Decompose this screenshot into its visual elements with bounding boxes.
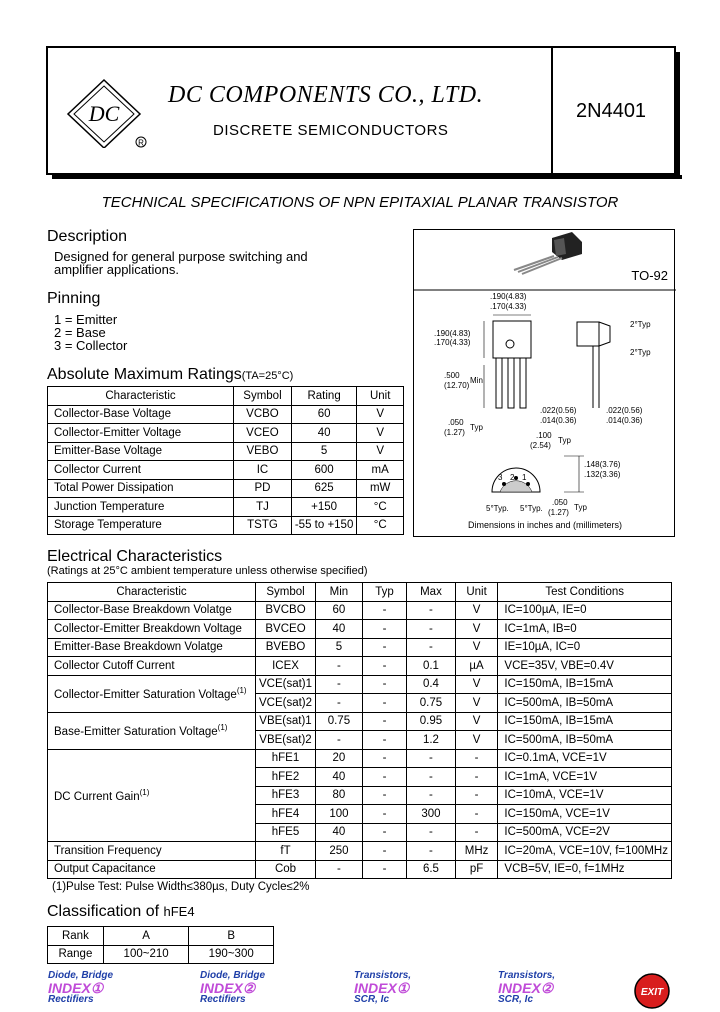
- amr-row: [48, 516, 404, 535]
- company-logo: [66, 78, 162, 148]
- ec-max: 0.1: [407, 657, 455, 676]
- footer-link-top: Transistors,: [498, 970, 556, 981]
- ec-max: -: [407, 823, 455, 842]
- ec-characteristic: [48, 620, 256, 639]
- footer-link-bottom: SCR, Ic: [498, 994, 534, 1005]
- dim-body-d2: .132(3.36): [584, 470, 621, 479]
- ec-header-unit: Unit: [455, 583, 498, 602]
- dim-lead-len-mm: (12.70): [444, 381, 470, 390]
- classification-heading: Classification of: [47, 903, 160, 920]
- ec-unit: -: [455, 823, 498, 842]
- amr-symbol: VEBO: [234, 442, 292, 461]
- ec-min: 5: [316, 638, 363, 657]
- package-name: TO-92: [631, 268, 668, 283]
- ec-sym: BVCBO: [255, 601, 315, 620]
- amr-characteristic: Total Power Dissipation: [48, 479, 234, 498]
- amr-symbol: PD: [234, 479, 292, 498]
- ec-typ: -: [362, 731, 406, 750]
- ec-min: -: [316, 731, 363, 750]
- ec-unit: V: [455, 601, 498, 620]
- dim-top-w2: .170(4.33): [490, 302, 527, 311]
- ec-typ: -: [362, 657, 406, 676]
- ec-min: 60: [316, 601, 363, 620]
- ec-max: -: [407, 842, 455, 861]
- header-box: [46, 46, 676, 175]
- pin-3: 3 = Collector: [54, 338, 128, 353]
- ec-sym: ICEX: [255, 657, 315, 676]
- ec-sym: hFE5: [255, 823, 315, 842]
- dim-angle-1: 2°Typ: [630, 320, 651, 329]
- footer-link-index: INDEX①: [354, 980, 410, 996]
- ec-conditions: IC=500mA, VCE=2V: [498, 823, 672, 842]
- ec-typ: -: [362, 768, 406, 787]
- ec-table: [47, 582, 672, 879]
- ec-max: 1.2: [407, 731, 455, 750]
- ec-characteristic: [48, 601, 256, 620]
- dim-typ-2: Typ: [558, 436, 571, 445]
- amr-rating: 40: [291, 424, 357, 443]
- ec-sym: Cob: [255, 860, 315, 879]
- amr-characteristic: Collector-Emitter Voltage: [48, 424, 234, 443]
- dim-side-w: .022(0.56): [606, 406, 643, 415]
- dim-typ-1: Typ: [470, 423, 483, 432]
- ec-row: [48, 712, 672, 731]
- ec-characteristic: [48, 842, 256, 861]
- page-title: TECHNICAL SPECIFICATIONS OF NPN EPITAXIAL PLANAR TRANSISTOR: [101, 194, 619, 211]
- dim-pitch-100-mm: (2.54): [530, 441, 551, 450]
- company-name: DC COMPONENTS CO., LTD.: [168, 82, 484, 108]
- footer-link-bottom: Rectifiers: [200, 994, 246, 1005]
- footer-link-index: INDEX②: [498, 980, 554, 996]
- amr-condition: (TA=25°C): [241, 370, 294, 382]
- ec-min: 100: [316, 805, 363, 824]
- ec-header-min: Min: [316, 583, 363, 602]
- amr-header-unit: Unit: [357, 387, 404, 406]
- ec-max: -: [407, 638, 455, 657]
- dim-pitch-100: .100: [536, 431, 552, 440]
- ec-conditions: VCE=35V, VBE=0.4V: [498, 657, 672, 676]
- ec-sym: hFE4: [255, 805, 315, 824]
- classification-value: 100~210: [103, 945, 189, 964]
- classification-label: Rank: [48, 927, 104, 946]
- ec-conditions: IC=150mA, VCE=1V: [498, 805, 672, 824]
- ec-characteristic-text: Collector Cutoff Current: [54, 659, 175, 672]
- classification-row: [48, 927, 274, 946]
- footer-link-index: INDEX①: [48, 980, 104, 996]
- dim-typ-3: Typ: [574, 503, 587, 512]
- ec-row: [48, 675, 672, 694]
- ec-characteristic-text: DC Current Gain: [54, 790, 140, 803]
- classification-value: B: [189, 927, 274, 946]
- ec-max: -: [407, 620, 455, 639]
- amr-header-rating: Rating: [291, 387, 357, 406]
- logo-text: DC: [88, 101, 120, 126]
- pin-num-1: 1: [522, 473, 527, 482]
- dim-lead-w: .022(0.56): [540, 406, 577, 415]
- ec-max: -: [407, 768, 455, 787]
- ec-conditions: IC=150mA, IB=15mA: [498, 675, 672, 694]
- ec-characteristic-text: Transition Frequency: [54, 844, 162, 857]
- ec-max: -: [407, 786, 455, 805]
- amr-characteristic: Collector Current: [48, 461, 234, 480]
- ec-max: 0.95: [407, 712, 455, 731]
- ec-row: [48, 638, 672, 657]
- pin-num-3: 3: [498, 473, 503, 482]
- ec-sym: VCE(sat)1: [255, 675, 315, 694]
- amr-symbol: VCEO: [234, 424, 292, 443]
- ec-unit: µA: [455, 657, 498, 676]
- amr-row: [48, 442, 404, 461]
- amr-characteristic: Storage Temperature: [48, 516, 234, 535]
- ec-min: 20: [316, 749, 363, 768]
- ec-header-typ: Typ: [362, 583, 406, 602]
- amr-row: [48, 479, 404, 498]
- ec-min: 80: [316, 786, 363, 805]
- ec-conditions: IC=1mA, IB=0: [498, 620, 672, 639]
- ec-header-max: Max: [407, 583, 455, 602]
- classification-row: [48, 945, 274, 964]
- ec-characteristic-text: Collector-Base Breakdown Volatge: [54, 604, 232, 617]
- ec-header-symbol: Symbol: [255, 583, 315, 602]
- dim-side-h: .190(4.83): [434, 329, 471, 338]
- ec-unit: -: [455, 805, 498, 824]
- amr-row: [48, 461, 404, 480]
- amr-rating: 625: [291, 479, 357, 498]
- amr-table: [47, 386, 404, 535]
- footer-index-link[interactable]: [48, 970, 113, 1006]
- ec-min: 40: [316, 823, 363, 842]
- ec-unit: V: [455, 620, 498, 639]
- ec-min: 40: [316, 768, 363, 787]
- classification-symbol: hFE4: [163, 904, 195, 919]
- ec-max: 0.75: [407, 694, 455, 713]
- ec-conditions: VCB=5V, IE=0, f=1MHz: [498, 860, 672, 879]
- ec-footnote: (1)Pulse Test: Pulse Width≤380µs, Duty Cycle≤2%: [52, 881, 310, 893]
- amr-characteristic: Emitter-Base Voltage: [48, 442, 234, 461]
- ec-conditions: IC=100µA, IE=0: [498, 601, 672, 620]
- footer-link-top: Diode, Bridge: [48, 970, 114, 981]
- footer-link-bottom: SCR, Ic: [354, 994, 390, 1005]
- ec-characteristic: [48, 712, 256, 749]
- amr-unit: mA: [357, 461, 404, 480]
- amr-characteristic: Junction Temperature: [48, 498, 234, 517]
- ec-conditions: IC=500mA, IB=50mA: [498, 731, 672, 750]
- amr-unit: V: [357, 442, 404, 461]
- ec-row: [48, 860, 672, 879]
- ec-typ: -: [362, 842, 406, 861]
- ec-characteristic-text: Base-Emitter Saturation Voltage: [54, 725, 218, 738]
- dim-lead-min: Min: [470, 376, 483, 385]
- footer-link-index: INDEX②: [200, 980, 256, 996]
- ec-min: -: [316, 657, 363, 676]
- dim-lead-w2: .014(0.36): [540, 416, 577, 425]
- ec-characteristic-text: Collector-Emitter Breakdown Voltage: [54, 622, 242, 635]
- ec-min: -: [316, 694, 363, 713]
- footer-link-bottom: Rectifiers: [48, 994, 94, 1005]
- amr-symbol: VCBO: [234, 405, 292, 424]
- amr-heading: Absolute Maximum Ratings: [47, 366, 242, 383]
- ec-typ: -: [362, 786, 406, 805]
- ec-characteristic: [48, 675, 256, 712]
- package-drawing: [413, 229, 675, 537]
- ec-typ: -: [362, 712, 406, 731]
- ec-characteristic-text: Collector-Emitter Saturation Voltage: [54, 688, 237, 701]
- amr-unit: V: [357, 424, 404, 443]
- ec-subheading: (Ratings at 25°C ambient temperature unless otherwise specified): [47, 565, 368, 577]
- pin-2: 2 = Base: [54, 325, 106, 340]
- ec-unit: V: [455, 638, 498, 657]
- ec-conditions: IC=150mA, IB=15mA: [498, 712, 672, 731]
- footer-link-top: Transistors,: [354, 970, 412, 981]
- classification-table: [47, 926, 274, 964]
- ec-typ: -: [362, 805, 406, 824]
- ec-min: 250: [316, 842, 363, 861]
- classification-label: Range: [48, 945, 104, 964]
- ec-sym: hFE2: [255, 768, 315, 787]
- ec-conditions: IC=10mA, VCE=1V: [498, 786, 672, 805]
- ec-sym: hFE3: [255, 786, 315, 805]
- ec-max: 0.4: [407, 675, 455, 694]
- ec-min: 40: [316, 620, 363, 639]
- ec-row: [48, 657, 672, 676]
- dim-pitch-050-mm: (1.27): [444, 428, 465, 437]
- footer-index-link[interactable]: [354, 970, 411, 1006]
- svg-text:R: R: [138, 138, 144, 148]
- amr-unit: °C: [357, 498, 404, 517]
- ec-header-characteristic: Characteristic: [48, 583, 256, 602]
- package-caption: Dimensions in inches and (millimeters): [468, 520, 623, 530]
- ec-characteristic-text: Emitter-Base Breakdown Volatge: [54, 641, 223, 654]
- dim-angle-4: 5°Typ.: [520, 504, 543, 513]
- ec-unit: V: [455, 675, 498, 694]
- amr-rating: +150: [291, 498, 357, 517]
- classification-heading-row: [47, 903, 195, 921]
- ec-row: [48, 601, 672, 620]
- amr-unit: V: [357, 405, 404, 424]
- ec-typ: -: [362, 749, 406, 768]
- pinning-heading: Pinning: [47, 290, 101, 307]
- dim-angle-3: 5°Typ.: [486, 504, 509, 513]
- amr-rating: 5: [291, 442, 357, 461]
- footer-link-top: Diode, Bridge: [200, 970, 266, 981]
- amr-symbol: TJ: [234, 498, 292, 517]
- amr-header-characteristic: Characteristic: [48, 387, 234, 406]
- ec-unit: -: [455, 768, 498, 787]
- pin-num-2: 2: [510, 473, 515, 482]
- ec-unit: V: [455, 712, 498, 731]
- ec-header-conditions: Test Conditions: [498, 583, 672, 602]
- ec-typ: -: [362, 638, 406, 657]
- ec-unit: MHz: [455, 842, 498, 861]
- ec-conditions: IC=500mA, IB=50mA: [498, 694, 672, 713]
- ec-unit: -: [455, 786, 498, 805]
- ec-max: -: [407, 749, 455, 768]
- ec-row: [48, 749, 672, 768]
- ec-characteristic: [48, 657, 256, 676]
- exit-label: EXIT: [640, 987, 664, 998]
- division-name: DISCRETE SEMICONDUCTORS: [213, 122, 449, 139]
- ec-unit: V: [455, 694, 498, 713]
- dim-pitch-050: .050: [448, 418, 464, 427]
- ec-typ: -: [362, 823, 406, 842]
- description-line-2: amplifier applications.: [54, 262, 180, 277]
- amr-symbol: TSTG: [234, 516, 292, 535]
- classification-value: A: [103, 927, 189, 946]
- ec-typ: -: [362, 620, 406, 639]
- ec-unit: pF: [455, 860, 498, 879]
- ec-min: -: [316, 860, 363, 879]
- ec-heading: Electrical Characteristics: [47, 548, 223, 565]
- classification-value: 190~300: [189, 945, 274, 964]
- ec-characteristic: [48, 749, 256, 842]
- ec-sym: fT: [255, 842, 315, 861]
- amr-row: [48, 498, 404, 517]
- ec-conditions: IC=1mA, VCE=1V: [498, 768, 672, 787]
- ec-conditions: IC=20mA, VCE=10V, f=100MHz: [498, 842, 672, 861]
- ec-unit: V: [455, 731, 498, 750]
- ec-typ: -: [362, 694, 406, 713]
- amr-heading-row: [47, 366, 293, 384]
- amr-rating: 60: [291, 405, 357, 424]
- amr-row: [48, 405, 404, 424]
- dim-top-w: .190(4.83): [490, 292, 527, 301]
- ec-max: 6.5: [407, 860, 455, 879]
- ec-sym: BVCEO: [255, 620, 315, 639]
- description-line-1: Designed for general purpose switching and: [54, 249, 308, 264]
- ec-sym: VBE(sat)1: [255, 712, 315, 731]
- ec-min: 0.75: [316, 712, 363, 731]
- ec-typ: -: [362, 601, 406, 620]
- ec-typ: -: [362, 860, 406, 879]
- dim-flat: .050: [552, 498, 568, 507]
- ec-max: -: [407, 601, 455, 620]
- dim-flat-mm: (1.27): [548, 508, 569, 517]
- ec-sym: VBE(sat)2: [255, 731, 315, 750]
- dim-side-w2: .014(0.36): [606, 416, 643, 425]
- amr-characteristic: Collector-Base Voltage: [48, 405, 234, 424]
- ec-footnote-ref: (1): [236, 686, 247, 696]
- ec-max: 300: [407, 805, 455, 824]
- amr-header-symbol: Symbol: [234, 387, 292, 406]
- ec-conditions: IE=10µA, IC=0: [498, 638, 672, 657]
- ec-min: -: [316, 675, 363, 694]
- ec-sym: VCE(sat)2: [255, 694, 315, 713]
- pin-1: 1 = Emitter: [54, 312, 118, 327]
- amr-unit: °C: [357, 516, 404, 535]
- ec-characteristic: [48, 638, 256, 657]
- exit-button[interactable]: [632, 972, 672, 1010]
- footer-index-link[interactable]: [498, 970, 555, 1006]
- ec-typ: -: [362, 675, 406, 694]
- ec-characteristic-text: Output Capacitance: [54, 863, 156, 876]
- ec-footnote-ref: (1): [217, 723, 228, 733]
- transistor-image: [514, 232, 582, 274]
- dim-side-h2: .170(4.33): [434, 338, 471, 347]
- ec-footnote-ref: (1): [139, 787, 150, 797]
- ec-row: [48, 620, 672, 639]
- ec-unit: -: [455, 749, 498, 768]
- dim-lead-len: .500: [444, 371, 460, 380]
- dim-angle-2: 2°Typ: [630, 348, 651, 357]
- amr-rating: -55 to +150: [291, 516, 357, 535]
- amr-rating: 600: [291, 461, 357, 480]
- ec-conditions: IC=0.1mA, VCE=1V: [498, 749, 672, 768]
- ec-sym: BVEBO: [255, 638, 315, 657]
- ec-characteristic: [48, 860, 256, 879]
- amr-symbol: IC: [234, 461, 292, 480]
- amr-row: [48, 424, 404, 443]
- dim-body-d: .148(3.76): [584, 460, 621, 469]
- part-number: 2N4401: [576, 100, 647, 122]
- ec-sym: hFE1: [255, 749, 315, 768]
- description-heading: Description: [47, 228, 128, 245]
- amr-unit: mW: [357, 479, 404, 498]
- footer-index-link[interactable]: [200, 970, 265, 1006]
- ec-row: [48, 842, 672, 861]
